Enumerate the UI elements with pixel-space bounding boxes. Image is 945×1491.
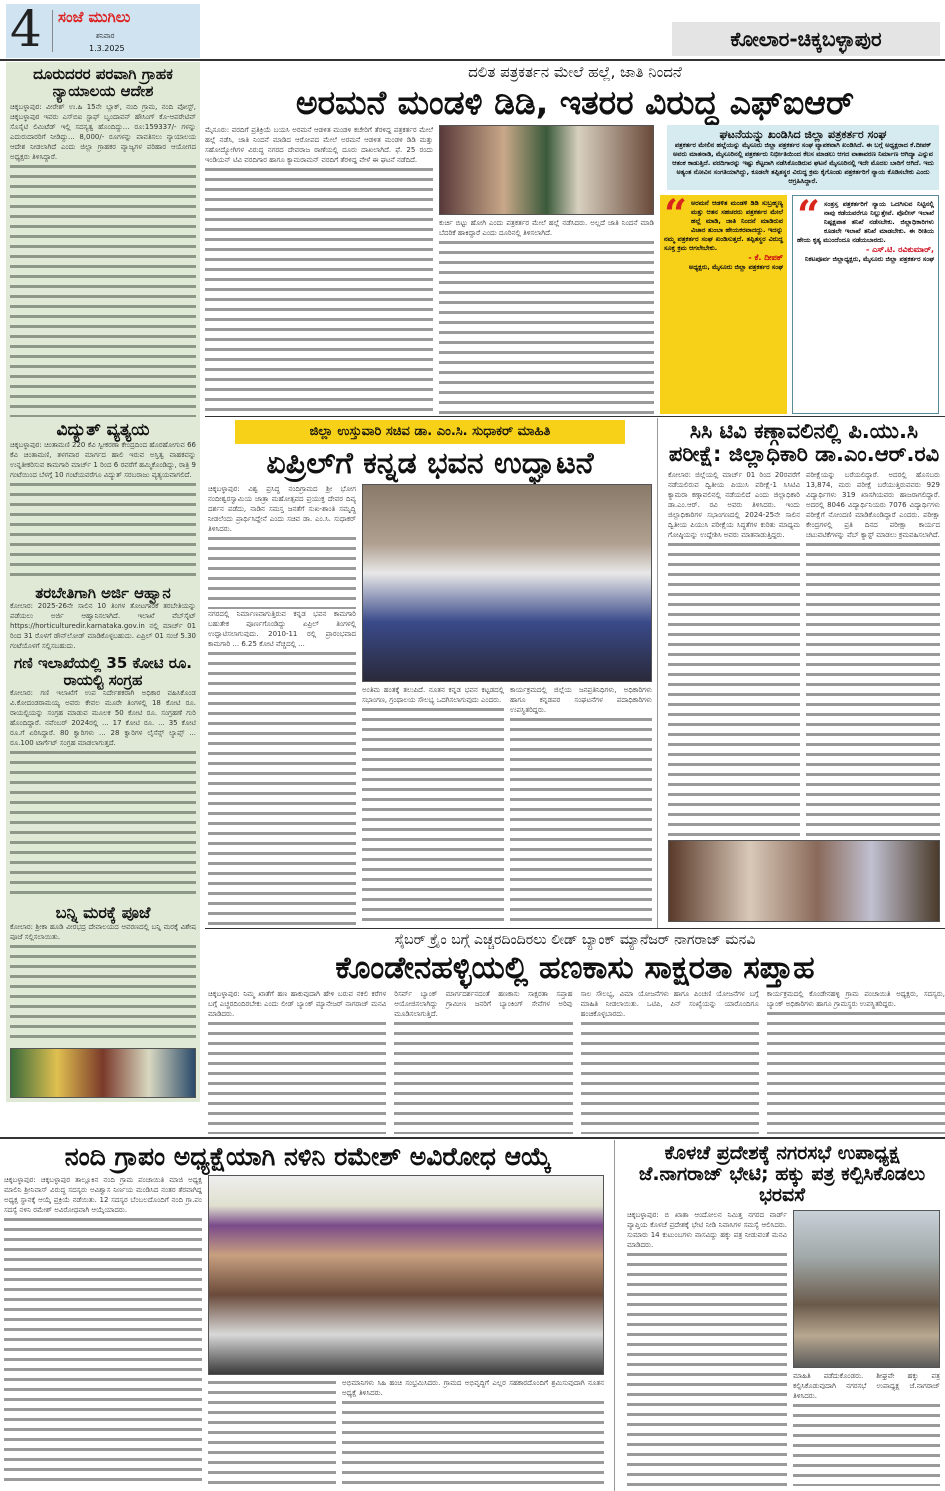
quote-2-role: ನಿಕಟಪೂರ್ವ ಜಿಲ್ಲಾಧ್ಯಕ್ಷರು, ಮೈಸೂರು ಜಿಲ್ಲಾ ಪತ್ರಕರ್ತರ ಸಂಘ bbox=[804, 254, 934, 263]
left-body-5: ಕೋಲಾರ: ಶ್ರೀಕಾ ಹೂಡಿ ವೀರಭದ್ರ ದೇವಾಲಯದ ಆವರಣದಲ್ಲಿ ಬನ್ನಿ ಮರಕ್ಕೆ ವಿಶೇಷ ಪೂಜೆ ಸಲ್ಲಿಸಲಾಯಿತು. bbox=[10, 922, 196, 941]
story2-headline: ಏಪ್ರಿಲ್‌ಗೆ ಕನ್ನಡ ಭವನ ಉದ್ಘಾಟನೆ bbox=[266, 446, 594, 481]
story4-column bbox=[394, 989, 572, 1134]
left-headline-2: ವಿದ್ಯುತ್ ವ್ಯತ್ಯಯ bbox=[56, 420, 150, 441]
story3-body-1: ಕೋಲಾರ: ಜಿಲ್ಲೆಯಲ್ಲಿ ಮಾರ್ಚ್ 01 ರಿಂದ 20ರವರೆಗೆ ನಡೆಯಲಿರುವ ದ್ವಿತೀಯ ಪಿಯುಸಿ ಪರೀಕ್ಷೆ-1 ಸಿಸಿಟಿವಿ ಕ್ಯಾಮರಾ ಕಣ್ಗಾವಲಿನಲ್ಲಿ ನಡೆಯಲಿದೆ ಎಂದು ಜಿಲ್ಲಾಧಿಕಾರಿ ಡಾ.ಎಂ.ಆರ್. ರವಿ ಅವರು ತಿಳಿಸಿದರು. ಇಂದು ಜಿಲ್ಲಾಧಿಕಾರಿಗಳ ಸಭಾಂಗಣದಲ್ಲಿ 2024-25ನೇ ಸಾಲಿನ ದ್ವಿತೀಯ ಪಿಯುಸಿ ಪರೀಕ್ಷೆಯ ಸಿದ್ಧತೆಗಳ ಕುರಿತು ಮಾಧ್ಯಮ ಗೋಷ್ಠಿಯನ್ನು ಉದ್ದೇಶಿಸಿ ಅವರು ಮಾತನಾಡುತ್ತಿದ್ದರು. bbox=[668, 471, 800, 540]
page-number: 4 bbox=[10, 0, 42, 58]
story4-column bbox=[581, 989, 759, 1134]
story5-body-2: ಅಭಿಮಾನಿಗಳು ಸಿಹಿ ಹಂಚಿ ಸಂಭ್ರಮಿಸಿದರು. ಗ್ರಾಮದ ಅಭಿವೃದ್ಧಿಗೆ ಎಲ್ಲರ ಸಹಕಾರದೊಂದಿಗೆ ಶ್ರಮಿಸುವುದಾಗಿ ನೂತನ ಅಧ್ಯಕ್ಷೆ ತಿಳಿಸಿದರು. bbox=[342, 1378, 604, 1397]
left-body-1: ಚಿಕ್ಕಬಳ್ಳಾಪುರ: ವೀರೇಶ್ ಉ.ಹಿ 15ನೇ ಬ್ಲಾಕ್, ನಂದಿ ಗ್ರಾಮ, ನಂದಿ ಪೋಸ್ಟ್, ಚಿಕ್ಕಬಳ್ಳಾಪುರ ಇವರು ಎಸ್‌ಬಿಐ ಸ್ಟಾಫ್ ಬೃಂದಾವನ್ ಹೌಸಿಂಗ್ ಕೊ-ಆಪರೇಟಿವ್ ಸೊಸೈಟಿ ಲಿಮಿಟೆಡ್ ಇಲ್ಲಿ ಸದಸ್ಯತ್ವ ಹೊಂದಿದ್ದು... ರೂ:159337/- ಗಳನ್ನು ಎದುರುದಾರರಿಗೆ ನೀಡಿದ್ದು... 8,000/- ರೂಗಳನ್ನು ಪಾವತಿಸಲು ನ್ಯಾಯಾಲಯ ಆದೇಶ ನೀಡಲಾಗಿದೆ ಎಂದು ಜಿಲ್ಲಾ ಗ್ರಾಹಕರ ವ್ಯಾಜ್ಯಗಳ ಪರಿಹಾರ ಆಯೋಗದ ಅಧ್ಯಕ್ಷರು ತಿಳಿಸಿದ್ದಾರೆ. bbox=[10, 103, 196, 161]
story2-body-3: ಅಂತಿಮ ಹಂತಕ್ಕೆ ತಲುಪಿದೆ. ನೂತನ ಕನ್ನಡ ಭವನ ಕಟ್ಟಡದಲ್ಲಿ ಸಭಾಂಗಣ, ಗ್ರಂಥಾಲಯ ಸೌಲಭ್ಯ ಒದಗಿಸಲಾಗುವುದು ಎಂದರು. bbox=[362, 686, 504, 704]
left-headline-5: ಬನ್ನಿ ಮರಕ್ಕೆ ಪೂಜೆ bbox=[55, 903, 151, 923]
quote-2-text: ಸಂತ್ರಸ್ತ ಪತ್ರಕರ್ತರಿಗೆ ನ್ಯಾಯ ಒದಗಿಸುವ ನಿಟ್ಟಿನಲ್ಲಿ ನಾವು ಕಡೆಯವರೆಗೂ ನಿಲ್ಲುತ್ತೇವೆ. ಪೊಲೀಸ್ ಇಲಾಖೆ ನಿಷ್ಪಕ್ಷಪಾತ ತನಿಖೆ ನಡೆಸಬೇಕು. ಜಿಲ್ಲಾಧಿಕಾರಿಗಳು ಕೂಡಲೇ ಇಲಾಖೆ ತನಿಖೆ ಮಾಡಬೇಕು. ಈ ರೀತಿಯ ಹೇಯ ಕೃತ್ಯ ಮುಂದೆಂದೂ ನಡೆಯಬಾರದು. bbox=[797, 199, 934, 244]
story2 bbox=[205, 420, 655, 925]
quote-mark-icon: “ bbox=[664, 194, 688, 238]
collector-press-meet-photo bbox=[668, 840, 940, 922]
story4-column-text: ರಿಸರ್ವ್ ಬ್ಯಾಂಕ್ ಮಾರ್ಗದರ್ಶನದಂತೆ ಹಣಕಾಸು ಸಾಕ್ಷರತಾ ಸಪ್ತಾಹ ಆಯೋಜಿಸಲಾಗಿದ್ದು ಗ್ರಾಮೀಣ ಜನರಿಗೆ ಬ್ಯಾಂಕಿಂಗ್ ಸೇವೆಗಳ ಅರಿವು ಮೂಡಿಸಲಾಗುತ್ತಿದೆ. bbox=[394, 990, 573, 1019]
story2-body-2: ನಗರದಲ್ಲಿ ನಿರ್ಮಾಣವಾಗುತ್ತಿರುವ ಕನ್ನಡ ಭವನ ಕಾಮಗಾರಿ ಬಹುತೇಕ ಪೂರ್ಣಗೊಂಡಿದ್ದು ಏಪ್ರಿಲ್ ತಿಂಗಳಲ್ಲಿ ಉದ್ಘಾಟಿಸಲಾಗುವುದು. 2010-11 ರಲ್ಲಿ ಪ್ರಾರಂಭವಾದ ಕಾಮಗಾರಿ ... 6.25 ಕೋಟಿ ವೆಚ್ಚದಲ್ಲಿ ... bbox=[208, 610, 356, 649]
left-body-2: ಚಿಕ್ಕಬಳ್ಳಾಪುರ: ಚಿಂತಾಮಣಿ 220 ಕೆವಿ ಸ್ವೀಕರಣಾ ಕೇಂದ್ರದಿಂದ ಹೊರಹೋಗುವ 66 ಕೆವಿ ಚಿಂತಾಮಣಿ, ತಳಗವಾರ ಮಾರ್ಗದ ಹಾಲಿ ಇರುವ ಅಸ್ತಿತ್ವ ವಾಹಕವನ್ನು ಉನ್ನತೀಕರಿಸುವ ಕಾಮಗಾರಿ ಮಾರ್ಚ್ 1 ರಿಂದ 6 ರವರೆಗೆ ಹಮ್ಮಿಕೊಂಡಿದ್ದು, ರಾತ್ರಿ 9 ಗಂಟೆಯಿಂದ ಬೆಳಗ್ಗೆ 10 ಗಂಟೆಯವರೆಗೂ ವಿದ್ಯುತ್ ಸರಬರಾಜು ವ್ಯತ್ಯಯವಾಗಲಿದೆ. bbox=[10, 440, 196, 479]
union-box-title: ಘಟನೆಯನ್ನು ಖಂಡಿಸಿದ ಜಿಲ್ಲಾ ಪತ್ರಕರ್ತರ ಸಂಘ bbox=[719, 127, 887, 141]
story3-headline: ಸಿಸಿ ಟಿವಿ ಕಣ್ಗಾವಲಿನಲ್ಲಿ ಪಿ.ಯು.ಸಿ ಪರೀಕ್ಷೆ: ಜಿಲ್ಲಾಧಿಕಾರಿ ಡಾ.ಎಂ.ಆರ್.ರವಿ bbox=[668, 420, 940, 467]
story6 bbox=[622, 1143, 942, 1486]
story1-kicker: ದಲಿತ ಪತ್ರಕರ್ತನ ಮೇಲೆ ಹಲ್ಲೆ, ಜಾತಿ ನಿಂದನೆ bbox=[468, 64, 682, 81]
story1-body-2: ಕುರ್ಚಿ ಬಿಟ್ಟು ಹೋಗಿ ಎಂದು ಪತ್ರಕರ್ತರ ಮೇಲೆ ಹಲ್ಲೆ ನಡೆಸಿದರು. ಅಲ್ಲದೆ ಜಾತಿ ನಿಂದನೆ ಮಾಡಿ ಬೆದರಿಕೆ ಹಾಕಿದ್ದಾರೆ ಎಂದು ದೂರಿನಲ್ಲಿ ತಿಳಿಸಲಾಗಿದೆ. bbox=[439, 218, 654, 237]
story6-body-1: ಚಿಕ್ಕಬಳ್ಳಾಪುರ: ಬಿ ಖಾತಾ ಆಂದೋಲನ ನಿಮಿತ್ತ ನಗರದ ವಾರ್ಡ್ ವ್ಯಾಪ್ತಿಯ ಕೊಳಚೆ ಪ್ರದೇಶಕ್ಕೆ ಭೇಟಿ ನೀಡಿ ನಿವಾಸಿಗಳ ಸಮಸ್ಯೆ ಆಲಿಸಿದರು. ಸುಮಾರು 14 ಕುಟುಂಬಗಳು ವಾಸವಿದ್ದು ಹಕ್ಕು ಪತ್ರ ನೀಡುವಂತೆ ಮನವಿ ಮಾಡಿದರು. bbox=[627, 1210, 787, 1249]
nalini-ramesh-felicitation-photo bbox=[208, 1175, 604, 1375]
story4-headline: ಕೊಂಡೇನಹಳ್ಳಿಯಲ್ಲಿ ಹಣಕಾಸು ಸಾಕ್ಷರತಾ ಸಪ್ತಾಹ bbox=[335, 950, 815, 987]
story5-body-2-filler bbox=[208, 1378, 336, 1487]
left-headline-1: ದೂರುದರರ ಪರವಾಗಿ ಗ್ರಾಹಕ ನ್ಯಾಯಾಲಯ ಆದೇಶ bbox=[33, 65, 173, 100]
quote-1-author: - ಕೆ. ದೀಪಕ್ bbox=[748, 252, 783, 262]
slum-visit-photo bbox=[793, 1210, 940, 1368]
union-box-text: ಪತ್ರಕರ್ತರ ಮೇಲಿನ ಹಲ್ಲೆಯನ್ನು ಮೈಸೂರು ಜಿಲ್ಲಾ ಪತ್ರಕರ್ತರ ಸಂಘ ವ್ಯಾಪಕವಾಗಿ ಖಂಡಿಸಿದೆ. ಈ ಬಗ್ಗೆ ಅಧ್ಯಕ್ಷರಾದ ಕೆ.ದೀಪಕ್ ಅವರು ಮಾತನಾಡಿ, ಮೈಸೂರಿನಲ್ಲಿ ಪತ್ರಕರ್ತರು ನಿರ್ಭೀತಿಯಿಂದ ಕೆಲಸ ಮಾಡಲು ಆಗದ ವಾತಾವರಣ ನಿರ್ಮಾಣ ಆಗಿದ್ಯಾ ಎನ್ನುವ ಆತಂಕ ಕಾಡುತ್ತಿದೆ. ವರದಿಗಾರನ್ನು ಇಷ್ಟು ಕೆಟ್ಟದಾಗಿ ನಡೆಸಿಕೊಂಡಿರುವ ಘಟನೆ ಮೈಸೂರಿನಲ್ಲಿ ಇದೇ ಮೊದಲ ಬಾರಿಗೆ ಆಗಿದೆ. ಇದು ಅತ್ಯಂತ ನೋವಿನ ಸಂಗತಿಯಾಗಿದ್ದು, ಕೂಡಲೇ ತಪ್ಪಿತಸ್ಥರ ವಿರುದ್ಧ ಕ್ರಮ ಕೈಗೊಂಡು ಪತ್ರಕರ್ತರಿಗೆ ನ್ಯಾಯ ಕೊಡಿಸಬೇಕು ಎಂದು ಆಗ್ರಹಿಸಿದ್ದಾರೆ. bbox=[672, 140, 934, 185]
story1-body-1: ಮೈಸೂರು: ವರದಿಗೆ ಪ್ರತಿಕ್ರಿಯೆ ಬಯಸಿ ಅರಮನೆ ಆಡಳಿತ ಮಂಡಳಿ ಕಚೇರಿಗೆ ತೆರಳಿದ್ದ ಪತ್ರಕರ್ತರ ಮೇಲೆ ಹಲ್ಲೆ ನಡೆಸಿ, ಜಾತಿ ನಿಂದನೆ ಮಾಡಿದ ಆರೋಪದ ಮೇಲೆ ಅರಮನೆ ಆಡಳಿತ ಮಂಡಳಿ ಡಿಡಿ ಮತ್ತು ಸಹೋದ್ಯೋಗಿಗಳ ವಿರುದ್ಧ ನಗರದ ದೇವರಾಜ ಠಾಣೆಯಲ್ಲಿ ದೂರು ದಾಖಲಾಗಿದೆ. ಫೆ. 25 ರಂದು ಇಂಡಿಯನ್ ಟಿವಿ ವರದಿಗಾರ ಹಾಗೂ ಕ್ಯಾಮರಾಮನ್ ವರದಿಗೆ ತೆರಳಿದ್ದ ವೇಳೆ ಈ ಘಟನೆ ನಡೆದಿದೆ. bbox=[205, 125, 433, 164]
quote-1-role: ಅಧ್ಯಕ್ಷರು, ಮೈಸೂರು ಜಿಲ್ಲಾ ಪತ್ರಕರ್ತರ ಸಂಘ bbox=[688, 262, 783, 271]
story5 bbox=[4, 1143, 612, 1486]
section-title: ಕೋಲಾರ-ಚಿಕ್ಕಬಳ್ಳಾಪುರ bbox=[672, 22, 940, 56]
left-headline-3: ತರಬೇತಿಗಾಗಿ ಅರ್ಜಿ ಆಹ್ವಾನ bbox=[35, 583, 171, 602]
story4-column-text: ಕಾರ್ಯಕ್ರಮದಲ್ಲಿ ಕೊಂಡೇನಹಳ್ಳಿ ಗ್ರಾಮ ಪಂಚಾಯಿತಿ ಅಧ್ಯಕ್ಷರು, ಸದಸ್ಯರು, ಬ್ಯಾಂಕ್ ಅಧಿಕಾರಿಗಳು ಹಾಗೂ ಗ್ರಾಮಸ್ಥರು ಉಪಸ್ಥಿತರಿದ್ದರು. bbox=[766, 990, 945, 1009]
story2-kicker: ಜಿಲ್ಲಾ ಉಸ್ತುವಾರಿ ಸಚಿವ ಡಾ. ಎಂ.ಸಿ. ಸುಧಾಕರ್ ಮಾಹಿತಿ bbox=[235, 420, 625, 444]
story2-body-4: ಕಾರ್ಯಕ್ರಮದಲ್ಲಿ ಜಿಲ್ಲೆಯ ಜನಪ್ರತಿನಿಧಿಗಳು, ಅಧಿಕಾರಿಗಳು ಹಾಗೂ ಕನ್ನಡಪರ ಸಂಘಟನೆಗಳ ಪದಾಧಿಕಾರಿಗಳು ಉಪಸ್ಥಿತರಿದ್ದರು. bbox=[510, 686, 652, 714]
story6-headline: ಕೊಳಚೆ ಪ್ರದೇಶಕ್ಕೆ ನಗರಸಭೆ ಉಪಾಧ್ಯಕ್ಷ ಜೆ.ನಾಗರಾಜ್ ಭೇಟಿ; ಹಕ್ಕು ಪತ್ರ ಕಲ್ಪಿಸಿಕೊಡಲು ಭರವಸೆ bbox=[638, 1143, 926, 1206]
quote-1-text: ಅರಮನೆ ಆಡಳಿತ ಮಂಡಳಿ ಡಿಡಿ ಸುಬ್ರಹ್ಮಣ್ಯ ಮತ್ತು ಆತನ ಸಹಚರರು ಪತ್ರಕರ್ತರ ಮೇಲೆ ಹಲ್ಲೆ ಮಾಡಿ, ಜಾತಿ ನಿಂದನೆ ಮಾಡಿರುವ ವಿಚಾರ ತುಂಬಾ ಹೇಯಕರವಾದದ್ದು. ಇದನ್ನು ನಮ್ಮ ಪತ್ರಕರ್ತರ ಸಂಘ ಖಂಡಿಸುತ್ತದೆ. ತಪ್ಪಿತಸ್ಥರ ವಿರುದ್ಧ ಸೂಕ್ತ ಕ್ರಮ ಆಗಲೇಬೇಕು. bbox=[664, 198, 783, 252]
left-body-4: ಕೋಲಾರ: ಗಣಿ ಇಲಾಖೆಗೆ ಉಪ ನಿರ್ದೇಶಕರಾಗಿ ಅಧಿಕಾರ ವಹಿಸಿಕೊಂಡ ವಿ.ಕೋದಂಡರಾಮಯ್ಯ ಅವರು ಕೇವಲ ಮೂರೇ ತಿಂಗಳಲ್ಲಿ 18 ಕೋಟಿ ರೂ. ರಾಯಲ್ಟಿಯನ್ನು ಸಂಗ್ರಹ ಮಾಡುವ ಮೂಲಕ 50 ಕೋಟಿ ರೂ. ಸಂಗ್ರಹಣೆ ಗುರಿ ಹೊಂದಿದ್ದಾರೆ. ನವೆಂಬರ್ 2024ರಲ್ಲಿ ... 17 ಕೋಟಿ ರೂ. ... 35 ಕೋಟಿ ರೂ.ಗೆ ಏರಿಸಿದ್ದಾರೆ. 80 ಕ್ವಾರಿಗಳು ... 28 ಕ್ವಾರಿಗಳ ಲೈಸೆನ್ಸ್ ಲ್ಯಾಪ್ಸ್ ... ರೂ.100 ಟಾರ್ಗೆಟ್ ಸಂಗ್ರಹ ಮಾಡಲಾಗುತ್ತದೆ. bbox=[10, 689, 196, 748]
quote-box-1 bbox=[660, 195, 787, 414]
story5-headline: ನಂದಿ ಗ್ರಾಪಂ ಅಧ್ಯಕ್ಷೆಯಾಗಿ ನಳಿನಿ ರಮೇಶ್ ಅವಿರೋಧ ಆಯ್ಕೆ bbox=[64, 1143, 552, 1171]
left-headline-4: ಗಣಿ ಇಲಾಖೆಯಲ್ಲಿ 35 ಕೋಟಿ ರೂ. ರಾಯಲ್ಟಿ ಸಂಗ್ರಹ bbox=[14, 654, 192, 689]
masthead bbox=[6, 0, 200, 58]
story3 bbox=[668, 420, 940, 922]
story1 bbox=[205, 64, 945, 414]
union-box bbox=[667, 125, 939, 190]
logo: ಸಂಜೆ ಮುಗಿಲು bbox=[58, 8, 131, 26]
story4-column-text: ಚಿಕ್ಕಬಳ್ಳಾಪುರ: ನಿಮ್ಮ ಖಾತೆಗೆ ಹಣ ಹಾಕುವುದಾಗಿ ಹೇಳಿ ಬರುವ ನಕಲಿ ಕರೆಗಳ ಬಗ್ಗೆ ಎಚ್ಚರದಿಂದಿರಬೇಕು ಎಂದು ಲೀಡ್ ಬ್ಯಾಂಕ್ ಮ್ಯಾನೇಜರ್ ನಾಗರಾಜ್ ಮನವಿ ಮಾಡಿದರು. bbox=[208, 990, 387, 1019]
story4 bbox=[205, 933, 945, 1134]
story2-body-1: ಚಿಕ್ಕಬಳ್ಳಾಪುರ: ವಿಶ್ವ ಪ್ರಸಿದ್ಧ ನಂದಿಗ್ರಾಮದ ಶ್ರೀ ಭೋಗ ನಂದೀಶ್ವರಸ್ವಾಮಿಯ ಜಾತ್ರಾ ಮಹೋತ್ಸವದ ಪ್ರಯುಕ್ತ ದೇವರ ದಿವ್ಯ ದರ್ಶನ ಪಡೆದು, ನಾಡಿನ ಸಮಸ್ತ ಜನತೆಗೆ ಸುಖ-ಶಾಂತಿ ಸಮೃದ್ಧಿ ನೀಡಲೆಂದು ಪ್ರಾರ್ಥಿಸಿದ್ದೇನೆ ಎಂದು ಸಚಿವ ಡಾ. ಎಂ.ಸಿ. ಸುಧಾಕರ್ ತಿಳಿಸಿದರು. bbox=[208, 485, 356, 533]
puja-photo bbox=[10, 1048, 196, 1098]
date: 1.3.2025 bbox=[89, 44, 125, 53]
quote-box-2 bbox=[792, 195, 939, 414]
story6-body-2: ಮಾಹಿತಿ ಪಡೆದುಕೊಂಡರು. ಶೀಘ್ರವೇ ಹಕ್ಕು ಪತ್ರ ಕಲ್ಪಿಸಿಕೊಡುವುದಾಗಿ ನಗರಸಭೆ ಉಪಾಧ್ಯಕ್ಷ ಜೆ.ನಾಗರಾಜ್ ತಿಳಿಸಿದರು. bbox=[793, 1371, 940, 1400]
journalists-photo bbox=[439, 125, 654, 215]
story5-body-1: ಚಿಕ್ಕಬಳ್ಳಾಪುರ: ಚಿಕ್ಕಬಳ್ಳಾಪುರ ತಾಲ್ಲೂಕಿನ ನಂದಿ ಗ್ರಾಮ ಪಂಚಾಯಿತಿ ಮಾಜಿ ಅಧ್ಯಕ್ಷ ಮಾಲಿನಿ ಶ್ರೀನಿವಾಸ್ ವಿರುದ್ಧ ಸದಸ್ಯರು ಅವಿಶ್ವಾಸ ನಿರ್ಣಯ ಮಂಡಿಸಿದ ನಂತರ ತೆರವಾಗಿದ್ದ ಅಧ್ಯಕ್ಷ ಸ್ಥಾನಕ್ಕೆ ಆಯ್ಕೆ ಪ್ರಕ್ರಿಯೆ ನಡೆಯಿತು. 12 ಸದಸ್ಯರ ಬೆಂಬಲದೊಂದಿಗೆ ನಂದಿ ಗ್ರಾ.ಪಂ ಸದಸ್ಯೆ ನಳಿನಿ ರಮೇಶ್ ಅವಿರೋಧವಾಗಿ ಆಯ್ಕೆಯಾದರು. bbox=[4, 1175, 202, 1214]
story3-body-2: ಪರೀಕ್ಷೆಯನ್ನು ಬರೆಯಲಿದ್ದಾರೆ. ಅದರಲ್ಲಿ ಹೊಸಬರು 13,874, ಮರು ಪರೀಕ್ಷೆ ಬರೆಯುತ್ತಿರುವವರು 929 ವಿದ್ಯಾರ್ಥಿಗಳು 319 ಖಾಸಗಿಯವರು ಹಾಜರಾಗಲಿದ್ದಾರೆ. ಅದರಲ್ಲಿ 8046 ವಿದ್ಯಾರ್ಥಿನಿಯರು 7076 ವಿದ್ಯಾರ್ಥಿಗಳು ಪರೀಕ್ಷೆಗೆ ನೋಂದಣಿ ಮಾಡಿಕೊಂಡಿದ್ದಾರೆ ಎಂದರು. ಪರೀಕ್ಷಾ ಕೇಂದ್ರಗಳಲ್ಲಿ ಪ್ರತಿ ದಿನದ ಪರೀಕ್ಷಾ ಕಾರ್ಯದ ಚಟುವಟಿಕೆಗಳನ್ನು ವೆಬ್ ಕ್ಯಾಸ್ಟ್ ಮಾಡಲು ಕ್ರಮವಹಿಸಲಾಗಿದೆ. bbox=[806, 471, 940, 540]
quote-2-author: - ಎಸ್.ಟಿ. ರವಿಕುಮಾರ್, bbox=[866, 244, 934, 254]
story4-column bbox=[767, 989, 945, 1134]
left-column bbox=[6, 62, 200, 1102]
story1-headline: ಅರಮನೆ ಮಂಡಳಿ ಡಿಡಿ, ಇತರರ ವಿರುದ್ಧ ಎಫ್‌ಐಆರ್ bbox=[295, 82, 855, 122]
story4-column bbox=[208, 989, 386, 1134]
kannada-bhavan-meeting-photo bbox=[362, 484, 652, 682]
day: ಶನಿವಾರ bbox=[96, 32, 115, 40]
left-body-3: ಕೋಲಾರ: 2025-26ನೇ ಸಾಲಿನ 10 ತಿಂಗಳ ತೋಟಗಾರಿಕೆ ತರಬೇತಿಯನ್ನು ಪಡೆಯಲು ಅರ್ಜಿ ಆಹ್ವಾನಿಸಲಾಗಿದೆ. ಇಲಾಖೆ ವೆಬ್‌ಸೈಟ್ https://horticulturedir.karnataka.gov.in ನಲ್ಲಿ ಮಾರ್ಚ್ 01 ರಿಂದ 31 ರೊಳಗೆ ಡೌನ್‌ಲೋಡ್ ಮಾಡಿಕೊಳ್ಳಬಹುದು. ಏಪ್ರಿಲ್ 01 ಸಂಜೆ 5.30 ಗಂಟೆಯೊಳಗೆ ಸಲ್ಲಿಸಬಹುದು. bbox=[10, 602, 196, 651]
story4-column-text: ಸಾಲ ಸೌಲಭ್ಯ, ವಿಮಾ ಯೋಜನೆಗಳು ಹಾಗೂ ಪಿಂಚಣಿ ಯೋಜನೆಗಳ ಬಗ್ಗೆ ಮಾಹಿತಿ ನೀಡಲಾಯಿತು. ಒಟಿಪಿ, ಪಿನ್ ಸಂಖ್ಯೆಯನ್ನು ಯಾರೊಂದಿಗೂ ಹಂಚಿಕೊಳ್ಳಬಾರದು. bbox=[580, 990, 759, 1019]
quote-mark-icon: “ bbox=[797, 194, 821, 239]
story4-kicker: ಸೈಬರ್ ಕ್ರೈಂ ಬಗ್ಗೆ ಎಚ್ಚರದಿಂದಿರಲು ಲೀಡ್ ಬ್ಯಾಂಕ್ ಮ್ಯಾನೆಜರ್ ನಾಗರಾಜ್ ಮನವಿ bbox=[394, 933, 756, 948]
